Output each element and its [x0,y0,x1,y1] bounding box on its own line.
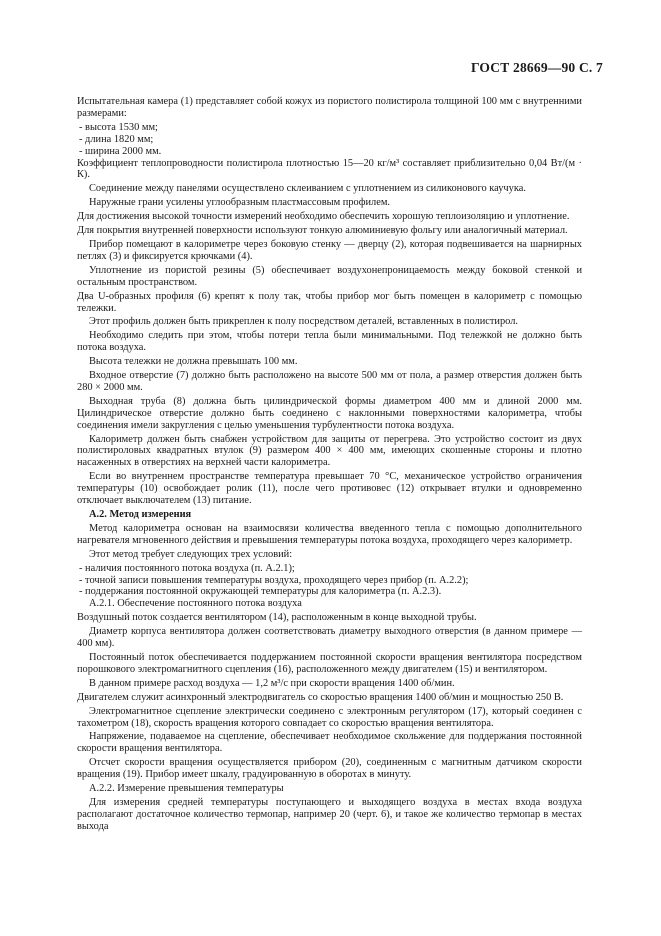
list-item: - наличия постоянного потока воздуха (п. А.2.1); [79,562,295,574]
paragraph: Постоянный поток обеспечивается поддержанием постоянной скорости вращения вентилятора посредством порошкового электромагнитного сцепления (16), расположенного между двигателем (15) и вентилятором. [77,651,582,675]
paragraph: Прибор помещают в калориметре через боковую стенку — дверцу (2), которая подвешивается на шарнирных петлях (3) и фиксируется крючками (4). [77,238,582,262]
paragraph: Напряжение, подаваемое на сцепление, обеспечивает необходимое скольжение для поддержания постоянной скорости вращения вентилятора. [77,731,582,755]
page-body [77,96,582,835]
paragraph: В данном примере расход воздуха — 1,2 м³/с при скорости вращения 1400 об/мин. [89,677,455,689]
subsection-heading: А.2.2. Измерение превышения температуры [89,783,284,795]
paragraph: Для покрытия внутренней поверхности используют тонкую алюминиевую фольгу или аналогичный материал. [77,225,568,237]
paragraph: Уплотнение из пористой резины (5) обеспечивает воздухонепроницаемость между боковой стенкой и остальным пространством. [77,264,582,288]
paragraph: Наружные грани усилены углообразным пластмассовым профилем. [89,197,390,209]
paragraph: Электромагнитное сцепление электрически соединено с электронным регулятором (17), который соединен с тахометром (18), скорость вращения которого совпадает со скоростью вращения вентилятора. [77,705,582,729]
paragraph: Для достижения высокой точности измерений необходимо обеспечить хорошую теплоизоляцию и уплотнение. [77,211,570,223]
list-item: - точной записи повышения температуры воздуха, проходящего через прибор (п. А.2.2); [79,574,469,586]
paragraph: Двигателем служит асинхронный электродвигатель со скоростью вращения 1400 об/мин и мощностью 250 В. [77,691,564,703]
paragraph: Диаметр корпуса вентилятора должен соответствовать диаметру выходного отверстия (в данном примере — 400 мм). [77,626,582,650]
paragraph: Испытательная камера (1) представляет собой кожух из пористого полистирола толщиной 100 мм с внутренними размерами: [77,96,582,119]
list-item: - длина 1820 мм; [79,133,154,145]
paragraph: Метод калориметра основан на взаимосвязи количества введенного тепла с помощью дополнительного нагревателя мгновенного действия и превышения температуры потока воздуха, проходящего через калориметр. [77,522,582,546]
paragraph: Два U-образных профиля (6) крепят к полу так, чтобы прибор мог быть помещен в калориметр с помощью тележки. [77,290,582,314]
paragraph: Если во внутреннем пространстве температура превышает 70 °С, механическое устройство ограничения температуры (10) освобождает ролик (11), после чего противовес (12) открывает втулки и одновременно отключает выключателем (13) питание. [77,471,582,507]
paragraph: Соединение между панелями осуществлено склеиванием с уплотнением из силиконового каучука. [89,183,526,195]
paragraph: Этот профиль должен быть прикреплен к полу посредством деталей, вставленных в полистирол. [89,316,519,328]
list-item: - ширина 2000 мм. [79,145,162,157]
paragraph: Необходимо следить при этом, чтобы потери тепла были минимальными. Под тележкой не должно быть потока воздуха. [77,330,582,354]
page-header: ГОСТ 28669—90 С. 7 [470,60,603,75]
paragraph: Калориметр должен быть снабжен устройством для защиты от перегрева. Это устройство состоит из двух полистироловых квадратных втулок (9) размером 400 × 400 мм, имеющих скошенные стороны и плотно насаженных в отверстиях на верхней части калориметра. [77,433,582,469]
list-item: - поддержания постоянной окружающей температуры для калориметра (п. А.2.3). [79,586,442,598]
paragraph: Выходная труба (8) должна быть цилиндрической формы диаметром 400 мм и длиной 2000 мм. Цилиндрическое отверстие должно быть соединено с наклонными поверхностями калориметра, чтобы соединения имели закругления с целью уменьшения турбулентности потока воздуха. [77,395,582,431]
paragraph: Коэффициент теплопроводности полистирола плотностью 15—20 кг/м³ составляет приблизительно 0,04 Вт/(м · К). [77,157,582,181]
paragraph: Высота тележки не должна превышать 100 мм. [89,356,298,368]
list-item: - высота 1530 мм; [79,121,158,133]
paragraph: Отсчет скорости вращения осуществляется прибором (20), соединенным с магнитным датчиком скорости вращения (19). Прибор имеет шкалу, градуированную в оборотах в минуту. [77,757,582,781]
paragraph: Воздушный поток создается вентилятором (14), расположенным в конце выходной трубы. [77,612,477,624]
paragraph: Для измерения средней температуры поступающего и выходящего воздуха в местах входа воздуха располагают достаточное количество термопар, например 20 (черт. 6), и такое же количество термопар в местах выхода [77,796,582,832]
paragraph: Этот метод требует следующих трех условий: [89,548,293,560]
section-heading: А.2. Метод измерения [89,509,192,520]
subsection-heading: А.2.1. Обеспечение постоянного потока воздуха [89,598,302,610]
paragraph: Входное отверстие (7) должно быть расположено на высоте 500 мм от пола, а размер отверстия должен быть 280 × 2000 мм. [77,370,582,393]
